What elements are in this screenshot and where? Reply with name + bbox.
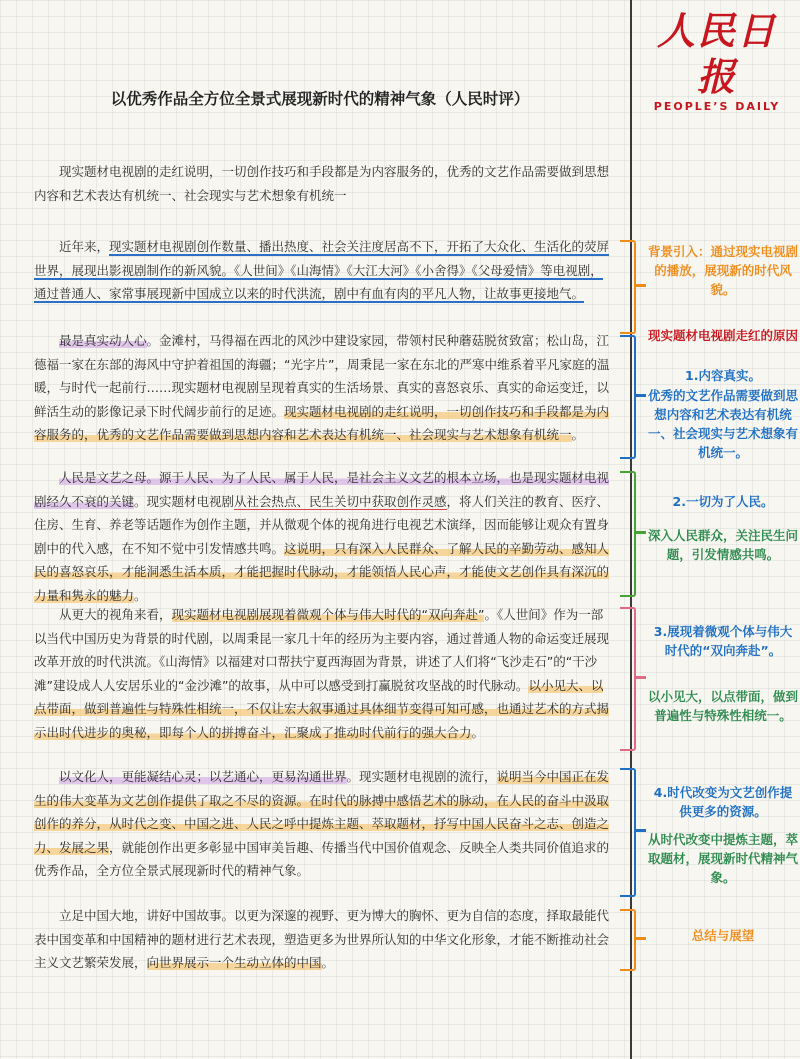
paragraph-6 xyxy=(34,904,610,975)
paragraph-4 xyxy=(34,603,610,744)
p2-text-d: 。 xyxy=(571,427,585,442)
bracket-reason-3 xyxy=(620,607,636,751)
note-background-intro: 背景引入：通过现实电视剧的播放，展现新的时代风貌。 xyxy=(648,244,799,297)
bracket-reason-4 xyxy=(620,768,636,897)
logo-english-text: PEOPLE’S DAILY xyxy=(653,100,781,113)
paragraph-1 xyxy=(34,235,610,306)
bracket-background xyxy=(620,240,636,334)
paragraph-2 xyxy=(34,329,610,447)
bracket-background-tick xyxy=(636,284,646,287)
note-reason-1-body: 优秀的文艺作品需要做到思想内容和艺术表达有机统一、社会现实与艺术想象有机统一。 xyxy=(648,388,799,460)
p3-text-d: ，将人们关注的教育、医疗、住房、生育、养老等话题作为创作主题，并从微观个体的视角进行电视艺术演绎，因而能够让观众有置身剧中的代入感，在不知不觉中引发情感共鸣 xyxy=(34,493,610,556)
p1-text-c: 。《人世间》《山海情》《大江大河》《小舍得》《父母爱情》等电视剧，通过普通人、家常事展现新中国成立以来的时代洪流，剧中有血有肉的平凡人物，让故事更接地气。 xyxy=(34,262,603,301)
p5-highlight-lead: 以文化人，更能凝结心灵；以艺通心，更易沟通世界 xyxy=(59,769,347,784)
bracket-summary-tick xyxy=(636,937,646,940)
p6-text-c: 。 xyxy=(321,955,335,970)
p1-text-a: 近年来， xyxy=(59,239,110,254)
note-reason-1-title: 1.内容真实。 xyxy=(685,368,761,383)
paragraph-3 xyxy=(34,466,610,607)
note-reason-4-body: 从时代改变中提炼主题，萃取题材，展现新时代精神气象。 xyxy=(648,832,799,885)
peoples-daily-logo xyxy=(642,8,792,113)
p5-text-b: 。现实题材电视剧的流行， xyxy=(346,769,497,784)
p2-highlight-lead: 最是真实动人心 xyxy=(59,333,147,348)
intro-text: 现实题材电视剧的走红说明，一切创作技巧和手段都是为内容服务的，优秀的文艺作品需要做到思想内容和艺术表达有机统一、社会现实与艺术想象有机统一 xyxy=(34,164,610,203)
p3-highlight-lead: 人民是文艺之母。源于人民、为了人民、属于人民，是社会主义文艺的根本立场，也是现实题材电视剧经久不衰的关键 xyxy=(34,470,610,509)
p5-highlight-conclusion: 说明当今中国正在发生的伟大变革为文艺创作提供了取之不尽的资源。在时代的脉搏中感悟艺术的脉动，在人民的奋斗中汲取创作的养分，从时代之变、中国之进、人民之呼中提炼主题、萃取题材，抒写中国人民奋斗之志、创造之力、发展之果 xyxy=(34,769,610,855)
note-reason-2-title: 2.一切为了人民。 xyxy=(672,494,774,509)
bracket-reason-1 xyxy=(620,335,636,459)
p5-text-d: ，就能创作出更多彰显中国审美旨趣、传播当代中国价值观念、反映全人类共同价值追求的优秀作品，全方位全景式展现新时代的精神气象。 xyxy=(34,839,610,878)
bracket-reason-1-tick xyxy=(636,394,646,397)
paragraph-intro xyxy=(34,160,610,207)
p4-text-e: 。 xyxy=(471,724,485,740)
p6-highlight-conclusion: 向世界展示一个生动立体的中国 xyxy=(146,955,322,970)
p3-text-g: 。 xyxy=(134,587,147,603)
bracket-reason-4-tick xyxy=(636,829,646,832)
note-summary: 总结与展望 xyxy=(691,928,755,943)
p4-highlight-conclusion: 以小见大、以点带面，做到普遍性与特殊性相统一，不仅让宏大叙事通过具体细节变得可知可感，也通过艺术的方式揭示出时代进步的奥秘，即每个人的拼搏奋斗，汇聚成了推动时代前行的强大合力 xyxy=(34,677,610,740)
article-title: 以优秀作品全方位全景式展现新时代的精神气象（人民时评） xyxy=(110,90,530,108)
p2-text-b: 。金滩村，马得福在西北的风沙中建设家园，带领村民种蘑菇脱贫致富；松山岛，江德福一家在东部的海风中守护着祖国的海疆；“光字片”，周秉昆一家在东北的严寒中维系着平凡家庭的温暖，与时代一起前行……现实题材电视剧呈现着真实的生活场景、真实的喜怒哀乐、真实的命运变迁，以鲜活生动的影像记录下时代阔步前行的足迹。 xyxy=(34,333,610,419)
p3-text-b: 。现实题材电视剧 xyxy=(134,493,235,509)
p3-underline-source: 从社会热点、民生关切中获取创作灵感 xyxy=(234,493,447,509)
note-reasons-heading: 现实题材电视剧走红的原因 xyxy=(648,328,799,343)
p4-text-c: 。《人世间》作为一部以当代中国历史为背景的时代剧，以周秉昆一家几十年的经历为主要内容，通过普通人物的命运变迁展现改革开放的时代洪流。《山海情》以福建对口帮扶宁夏西海固为背景，讲述了人们将“飞沙走石”的“干沙滩”建设成人人安居乐业的“金沙滩”的故事，从中可以感受到打赢脱贫攻坚战的时代脉动。 xyxy=(34,607,610,693)
p1-underlined-text: 现实题材电视剧创作数量、播出热度、社会关注度居高不下，开拓了大众化、生活化的荧屏世界，展现出影视剧制作的新风貌 xyxy=(34,239,610,278)
p4-text-a: 从更大的视角来看， xyxy=(59,607,172,622)
paragraph-5 xyxy=(34,765,610,883)
note-reason-4-title: 4.时代改变为文艺创作提供更多的资源。 xyxy=(653,785,793,819)
note-reason-2-body: 深入人民群众，关注民生问题，引发情感共鸣。 xyxy=(648,528,799,562)
bracket-summary xyxy=(620,909,636,971)
p6-text-a: 立足中国大地，讲好中国故事。以更为深邃的视野、更为博大的胸怀、更为自信的态度，择取最能代表中国变革和中国精神的题材进行艺术表现，塑造更多为世界所认知的中华文化形象，才能不断推动社会主义文艺繁荣发展， xyxy=(34,908,610,970)
bracket-reason-2-tick xyxy=(636,531,646,534)
bracket-reason-2 xyxy=(620,471,636,597)
bracket-reason-3-tick xyxy=(636,676,646,679)
p4-highlight-lead: 现实题材电视剧展现着微观个体与伟大时代的“双向奔赴” xyxy=(171,607,485,622)
note-reason-3-body: 以小见大，以点带面，做到普遍性与特殊性相统一。 xyxy=(648,689,799,723)
p3-highlight-conclusion: 这说明，只有深入人民群众、了解人民的辛勤劳动、感知人民的喜怒哀乐，才能洞悉生活本质，才能把握时代脉动，才能领悟人民心声，才能使文艺创作具有深沉的力量和隽永的魅力 xyxy=(34,540,610,603)
logo-chinese-text: 人民日报 xyxy=(656,8,777,99)
p2-highlight-conclusion: 现实题材电视剧的走红说明，一切创作技巧和手段都是为内容服务的，优秀的文艺作品需要做到思想内容和艺术表达有机统一、社会现实与艺术想象有机统一 xyxy=(34,403,610,442)
note-reason-3-title: 3.展现着微观个体与伟大时代的“双向奔赴”。 xyxy=(653,624,793,658)
p3-text-e: 。 xyxy=(271,540,285,556)
